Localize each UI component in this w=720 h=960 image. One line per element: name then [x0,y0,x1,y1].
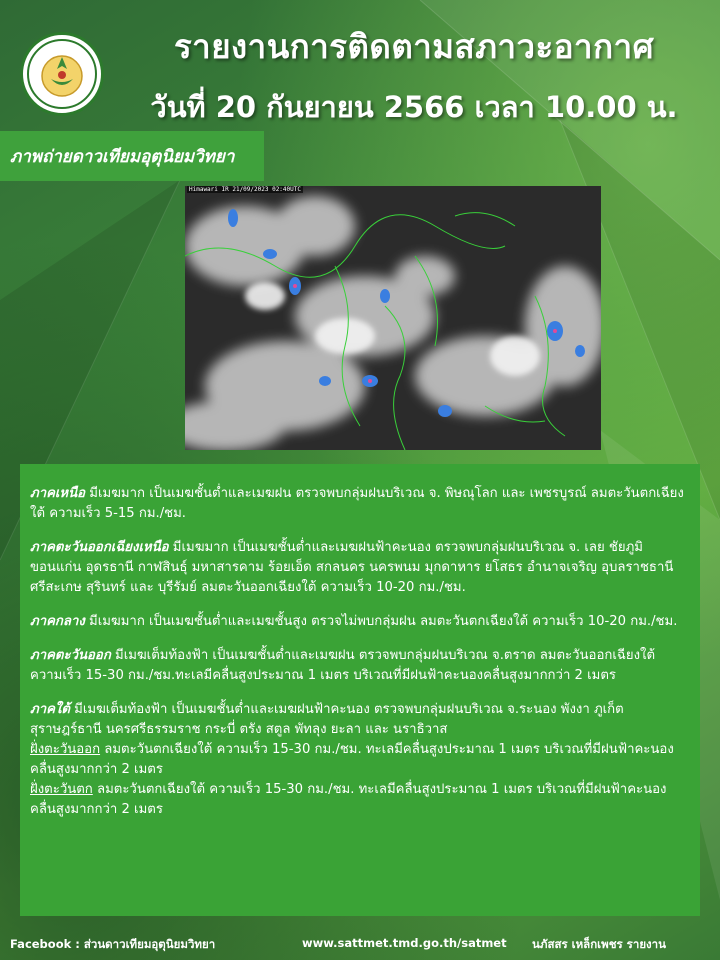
page-title: รายงานการติดตามสภาวะอากาศ [173,27,655,66]
satellite-image [185,186,601,450]
region-name: ภาคตะวันออกเฉียงเหนือ [30,540,169,555]
region-text: มีเมฆมาก เป็นเมฆชั้นต่ำและเมฆชั้นสูง ตรวจไม่พบกลุ่มฝน ลมตะวันตกเฉียงใต้ ความเร็ว 10-20 กม./ชม. [84,614,678,629]
region-north [30,484,686,524]
region-text: มีเมฆมาก เป็นเมฆชั้นต่ำและเมฆฝนฟ้าคะนอง ตรวจพบกลุ่มฝนบริเวณ จ. เลย ชัยภูมิ ขอนแก่น อุดรธานี กาฬสินธุ์ มหาสารคาม ร้อยเอ็ด สกลนคร นครพนม มุกดาหาร ยโสธร อำนาจเจริญ อุบลราชธานี ศรีสะเกษ สุรินทร์ และ บุรีรัมย์ ลมตะวันออกเฉียงใต้ ความเร็ว 10-20 กม./ชม. [30,540,674,595]
region-name: ภาคกลาง [30,614,85,629]
satellite-map-icon [185,186,601,450]
satellite-caption: Himawari IR 21/09/2023 02:40UTC [189,186,301,193]
region-northeast [30,538,686,598]
south-east-coast-label: ฝั่งตะวันออก [30,742,101,757]
region-name: ภาคเหนือ [30,486,86,501]
region-name: ภาคใต้ [30,702,70,717]
south-east-coast-text: ลมตะวันตกเฉียงใต้ ความเร็ว 15-30 กม./ชม. ทะเลมีคลื่นสูงประมาณ 1 เมตร บริเวณที่มีฝนฟ้าคะนองคลื่นสูงมากกว่า 2 เมตร [30,742,674,777]
footer-facebook: Facebook : ส่วนดาวเทียมอุตุนิยมวิทยา [10,937,216,951]
logo-emblem-icon [23,35,101,113]
footer-reporter: นภัสสร เหล็กเพชร รายงาน [532,937,666,951]
weather-report-panel [20,464,700,916]
region-central [30,612,686,632]
region-text: มีเมฆมาก เป็นเมฆชั้นต่ำและเมฆฝน ตรวจพบกลุ่มฝนบริเวณ จ. พิษณุโลก และ เพชรบูรณ์ ลมตะวันตกเฉียงใต้ ความเร็ว 5-15 กม./ชม. [30,486,684,521]
footer-website[interactable]: www.sattmet.tmd.go.th/satmet [302,936,507,950]
tmd-logo-icon [20,32,104,116]
region-south [30,700,686,820]
region-text: มีเมฆเต็มท้องฟ้า เป็นเมฆชั้นต่ำและเมฆฝนฟ้าคะนอง ตรวจพบกลุ่มฝนบริเวณ จ.ระนอง พังงา ภูเก็ต สุราษฎร์ธานี นครศรีธรรมราช กระบี่ ตรัง สตูล พัทลุง ยะลา และ นราธิวาส [30,702,624,737]
report-date: วันที่ 20 กันยายน 2566 เวลา 10.00 น. [150,90,678,124]
region-east [30,646,686,686]
section-label: ภาพถ่ายดาวเทียมอุตุนิยมวิทยา [0,131,264,181]
region-text: มีเมฆเต็มท้องฟ้า เป็นเมฆชั้นต่ำและเมฆฝน ตรวจพบกลุ่มฝนบริเวณ จ.ตราด ลมตะวันออกเฉียงใต้ ความเร็ว 15-30 กม./ชม.ทะเลมีคลื่นสูงประมาณ 1 เมตร บริเวณที่มีฝนฟ้าคะนองคลื่นสูงมากกว่า 2 เมตร [30,648,656,683]
south-west-coast-label: ฝั่งตะวันตก [30,782,93,797]
region-name: ภาคตะวันออก [30,648,111,663]
south-west-coast-text: ลมตะวันตกเฉียงใต้ ความเร็ว 15-30 กม./ชม. ทะเลมีคลื่นสูงประมาณ 1 เมตร บริเวณที่มีฝนฟ้าคะนองคลื่นสูงมากกว่า 2 เมตร [30,782,667,817]
